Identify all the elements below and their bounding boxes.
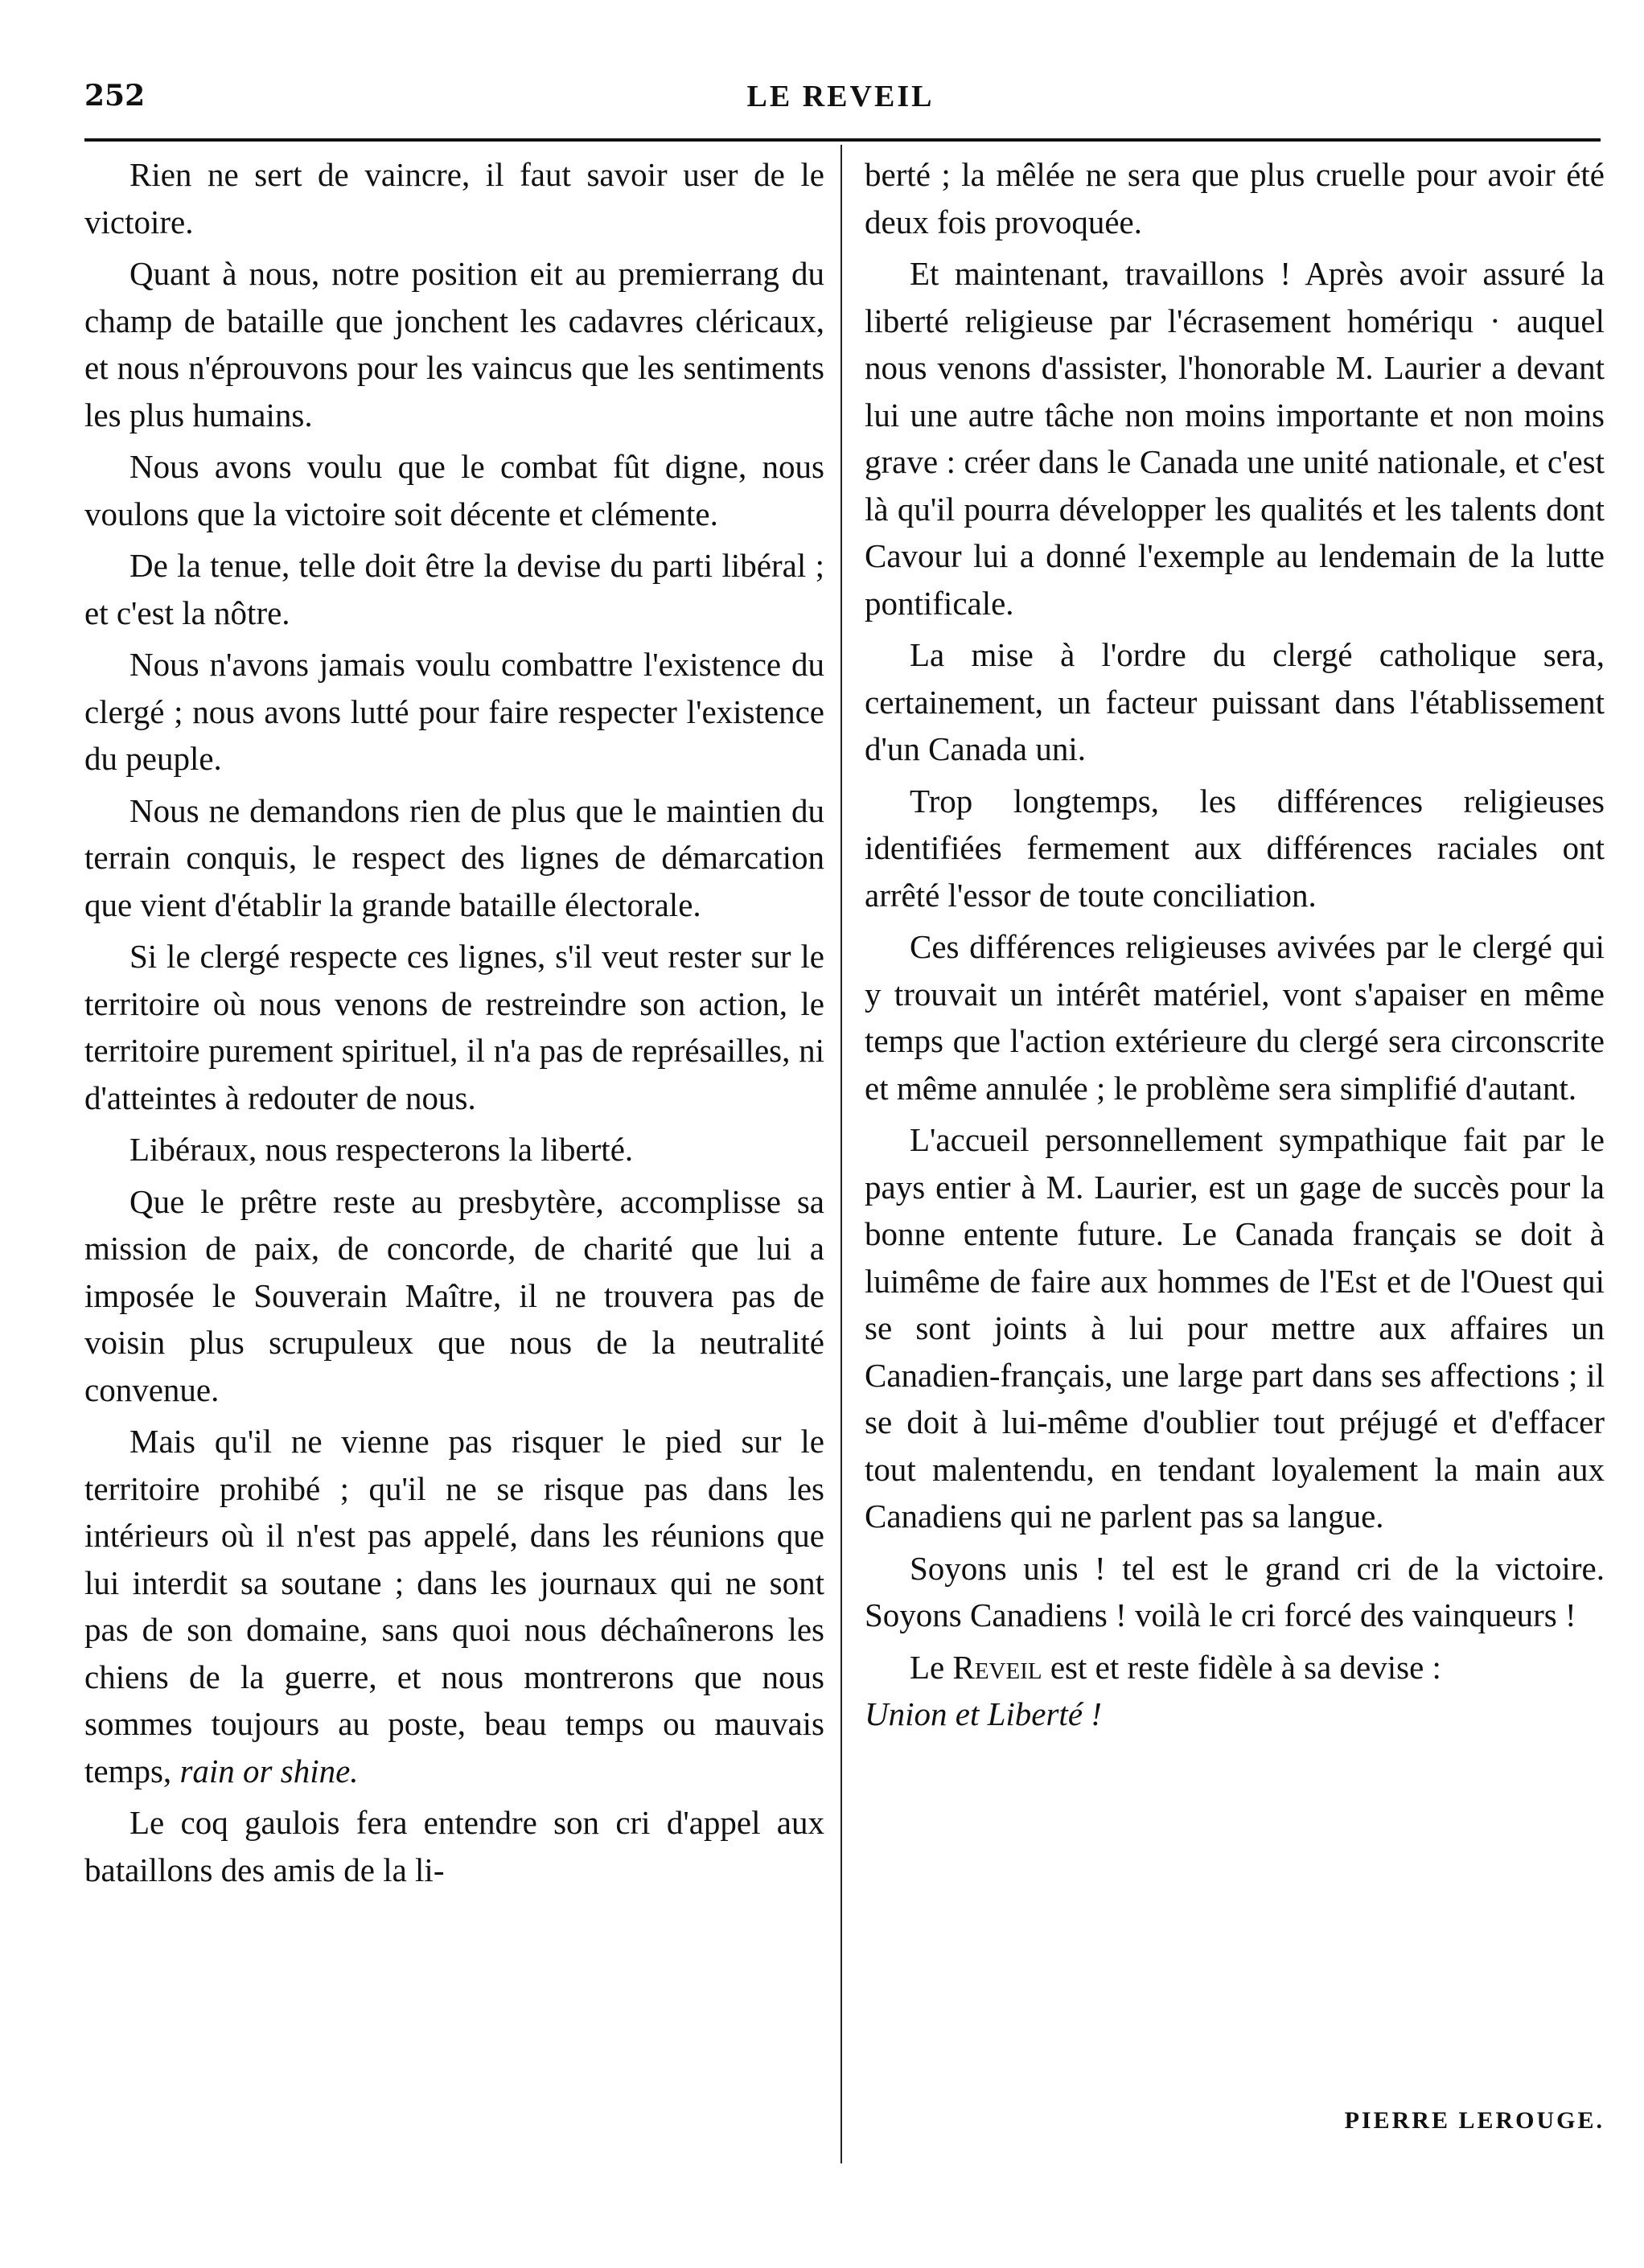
page-header	[84, 79, 1597, 127]
paragraph: Et maintenant, travaillons ! Après avoir assuré la liberté religieuse par l'écrasement homériqu · auquel nous venons d'assister, l'honorable M. Laurier a devant lui une autre tâche non moins importante et non moins grave : créer dans le Canada une unité nationale, et c'est là qu'il pourra développer les qualités et les talents dont Cavour lui a donné l'exemple au lendemain de la lutte pontificale.	[865, 255, 1605, 622]
paragraph: Rien ne sert de vaincre, il faut savoir user de le victoire.	[84, 156, 824, 240]
paragraph: Que le prêtre reste au presbytère, accomplisse sa mission de paix, de concorde, de charité que lui a imposée le Souverain Maître, il ne trouvera pas de voisin plus scrupuleux que nous de la neutralité convenue.	[84, 1182, 824, 1408]
paragraph: Libéraux, nous respecterons la liberté.	[129, 1131, 634, 1168]
paragraph: Trop longtemps, les différences religieuses identifiées fermement aux différences raciales ont arrêté l'essor de toute conciliation.	[865, 782, 1605, 914]
paragraph: Nous avons voulu que le combat fût digne, nous voulons que la victoire soit décente et clémente.	[84, 448, 824, 532]
closing-motto: Union et Liberté !	[865, 1695, 1102, 1732]
paragraph: Le coq gaulois fera entendre son cri d'appel aux bataillons des amis de la li-	[84, 1804, 824, 1888]
paragraph-continued: berté ; la mêlée ne sera que plus cruelle pour avoir été deux fois provoquée.	[865, 156, 1605, 240]
paragraph: Soyons unis ! tel est le grand cri de la victoire. Soyons Canadiens ! voilà le cri forcé des vainqueurs !	[865, 1549, 1605, 1633]
paragraph: De la tenue, telle doit être la devise du parti libéral ; et c'est la nôtre.	[84, 547, 824, 631]
left-column	[84, 151, 824, 1898]
journal-title: LE REVEIL	[746, 80, 935, 113]
paragraph: Nous ne demandons rien de plus que le maintien du terrain conquis, le respect des lignes de démarcation que vient d'établir la grande bataille électorale.	[84, 791, 824, 923]
closing-paragraph	[865, 1644, 1605, 1738]
paragraph: Quant à nous, notre position eit au premierrang du champ de bataille que jonchent les cadavres cléricaux, et nous n'éprouvons pour les vaincus que les sentiments les plus humains.	[84, 255, 824, 433]
author-signature: PIERRE LEROUGE.	[1344, 2107, 1605, 2134]
paragraph: Nous n'avons jamais voulu combattre l'existence du clergé ; nous avons lutté pour faire respecter l'existence du peuple.	[84, 646, 824, 777]
closing-reveil: Reveil	[952, 1648, 1042, 1686]
paragraph: La mise à l'ordre du clergé catholique sera, certainement, un facteur puissant dans l'établissement d'un Canada uni.	[865, 636, 1605, 767]
paragraph: Si le clergé respecte ces lignes, s'il veut rester sur le territoire où nous venons de restreindre son action, le territoire purement spirituel, il n'a pas de représailles, ni d'atteintes à redouter de nous.	[84, 938, 824, 1116]
header-rule	[84, 138, 1601, 142]
paragraph-text: Mais qu'il ne vienne pas risquer le pied sur le territoire prohibé ; qu'il ne se risque pas dans les intérieurs où il n'est pas appelé, dans les réunions que lui interdit sa soutane ; dans les journaux qui ne sont pas de son domaine, sans quoi nous déchaînerons les chiens de la guerre, et nous montrerons que nous sommes toujours au poste, beau temps ou mauvais temps,	[84, 1423, 824, 1789]
right-column	[865, 151, 1605, 1743]
closing-suffix: est et reste fidèle à sa devise :	[1050, 1648, 1441, 1686]
paragraph-mais	[84, 1418, 824, 1794]
page-number: 252	[84, 79, 146, 113]
paragraph: Ces différences religieuses avivées par le clergé qui y trouvait un intérêt matériel, vont s'apaiser en même temps que l'action extérieure du clergé sera circonscrite et même annulée ; le problème sera simplifié d'autant.	[865, 928, 1605, 1107]
paragraph-italic: rain or shine.	[179, 1752, 359, 1789]
column-divider	[840, 145, 842, 2163]
paragraph: L'accueil personnellement sympathique fait par le pays entier à M. Laurier, est un gage de succès pour la bonne entente future. Le Canada français se doit à luimême de faire aux hommes de l'Est et de l'Ouest qui se sont joints à lui pour mettre aux affaires un Canadien-français, une large part dans ses affections ; il se doit à lui-même d'oublier tout préjugé et d'effacer tout malentendu, en tendant loyalement la main aux Canadiens qui ne parlent pas sa langue.	[865, 1121, 1605, 1535]
closing-prefix: Le	[910, 1648, 945, 1686]
